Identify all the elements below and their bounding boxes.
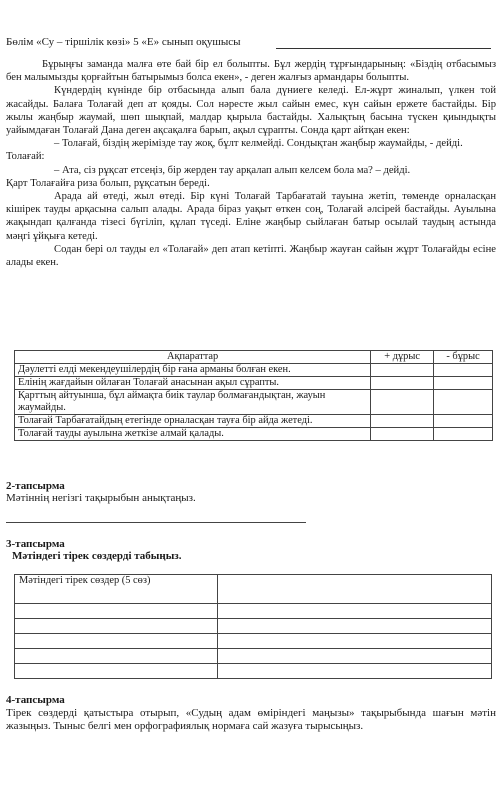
keyword-cell[interactable] [15,604,218,619]
keyword-cell[interactable] [15,664,218,679]
table-row [15,415,493,428]
story-paragraph: Арада ай өтеді, жыл өтеді. Бір күні Толағай Тарбағатай тауына жетіп, төменде орналасқан кішірек тауды арқасына салып алады. Арада біраз уақыт өткен соң, Толағай әлсірей бастайды. Ауылына жақындап қалғанда тізесі бүгіліп, құлап түседі. Еліне жаңбыр сыйлаған батыр осылай таудың астында мәңгі ұйқыға кетеді. [6,191,496,242]
statement-cell: Толағай Тарбағатайдың етегінде орналасқан тауға бір айда жетеді. [15,415,371,428]
header-title: Бөлім «Су – тіршілік көзі» 5 «Е» сынып оқушысы [6,36,241,48]
keyword-cell[interactable] [15,649,218,664]
table-row [15,428,493,441]
true-false-table [14,350,493,441]
statement-cell: Қарттың айтуынша, бұл аймақта биік таулар болмағандықтан, жауын жаумайды. [15,390,371,415]
table-row [15,377,493,390]
true-answer-cell[interactable] [371,390,434,415]
story-paragraph: Қарт Толағайға риза болып, рұқсатын береді. [6,177,210,189]
keyword-answer-cell[interactable] [218,619,492,634]
keyword-cell[interactable] [15,619,218,634]
story-paragraph: Күндердің күнінде бір отбасында алып бала дүниеге келеді. Ел-жұрт жиналып, үлкен той жасайды. Балаға Толағай деп ат қояды. Сол нәресте жыл сайын емес, күн сайын ержете бастайды. Бір жылы жаңбыр жаумай, шөп шықпай, малдар қырыла бастайды. Халықтың басына түскен қиындықты уайымдаған Толағай Дана деген ақсақалға барып, ақыл сұрапты. Сонда қарт айтқан екен: [6,85,496,137]
table-row [15,604,492,619]
true-answer-cell[interactable] [371,377,434,390]
story-paragraph: Содан бері ол тауды ел «Толағай» деп атап кетіпті. Жаңбыр жауған сайын жұрт Толағайды есіне алады екен. [6,243,496,269]
keyword-answer-cell[interactable] [218,664,492,679]
keywords-header-cell: Мәтіндегі тірек сөздер (5 сөз) [15,575,218,604]
story-paragraph: Толағай: [6,151,45,163]
statement-cell: Дәулетті елді мекендеушілердің бір ғана арманы болған екен. [15,364,371,377]
story-paragraph: Бұрыңғы заманда малға өте бай бір ел болыпты. Бұл жердің тұрғындарының: «Біздің отбасымыз бен малымызды қорғайтын батырымыз болса екен», - деген жалғыз армандары болыпты. [6,59,496,84]
task4-title: 4-тапсырма [6,694,65,706]
table-row [15,649,492,664]
true-answer-cell[interactable] [371,428,434,441]
task4-text: Тірек сөздерді қатыстыра отырып, «Судың адам өміріндегі маңызы» тақырыбында шағын мәтін жазыңыз. Тыныс белгі мен орфографиялық нормаға сай жазуға тырысыңыз. [6,707,496,732]
false-answer-cell[interactable] [434,390,493,415]
story-paragraph: – Толағай, біздің жерімізде тау жоқ, бұлт келмейді. Сондықтан жаңбыр жаумайды, - дейді. [54,138,463,150]
name-blank-line [276,48,491,49]
keyword-answer-cell[interactable] [218,575,492,604]
task2-title: 2-тапсырма [6,480,65,492]
false-answer-cell[interactable] [434,377,493,390]
statement-cell: Толағай тауды ауылына жеткізе алмай қалады. [15,428,371,441]
task3 [6,538,181,562]
keyword-answer-cell[interactable] [218,604,492,619]
table-row [15,390,493,415]
false-answer-cell[interactable] [434,428,493,441]
table-row [15,619,492,634]
false-answer-cell[interactable] [434,415,493,428]
column-header-false: - бұрыс [434,351,493,364]
keyword-answer-cell[interactable] [218,649,492,664]
column-header-info: Ақпараттар [15,351,371,364]
table-row [15,575,492,604]
statement-cell: Елінің жағдайын ойлаған Толағай анасынан ақыл сұрапты. [15,377,371,390]
task2-answer-line[interactable] [6,522,306,523]
table-row [15,664,492,679]
story-paragraph: – Ата, сіз рұқсат етсеңіз, бір жерден тау арқалап алып келсем бола ма? – дейді. [54,164,411,176]
table-row [15,634,492,649]
column-header-true: + дұрыс [371,351,434,364]
false-answer-cell[interactable] [434,364,493,377]
task2 [6,480,196,504]
table-row [15,364,493,377]
story-text [6,58,496,269]
task3-text: Мәтіндегі тірек сөздерді табыңыз. [12,550,182,562]
keywords-table [14,574,492,679]
table-header-row [15,351,493,364]
task3-title: 3-тапсырма [6,538,65,550]
true-answer-cell[interactable] [371,364,434,377]
task4 [6,694,496,733]
keyword-answer-cell[interactable] [218,634,492,649]
true-answer-cell[interactable] [371,415,434,428]
task2-text: Мәтіннің негізгі тақырыбын анықтаңыз. [6,492,196,504]
keyword-cell[interactable] [15,634,218,649]
